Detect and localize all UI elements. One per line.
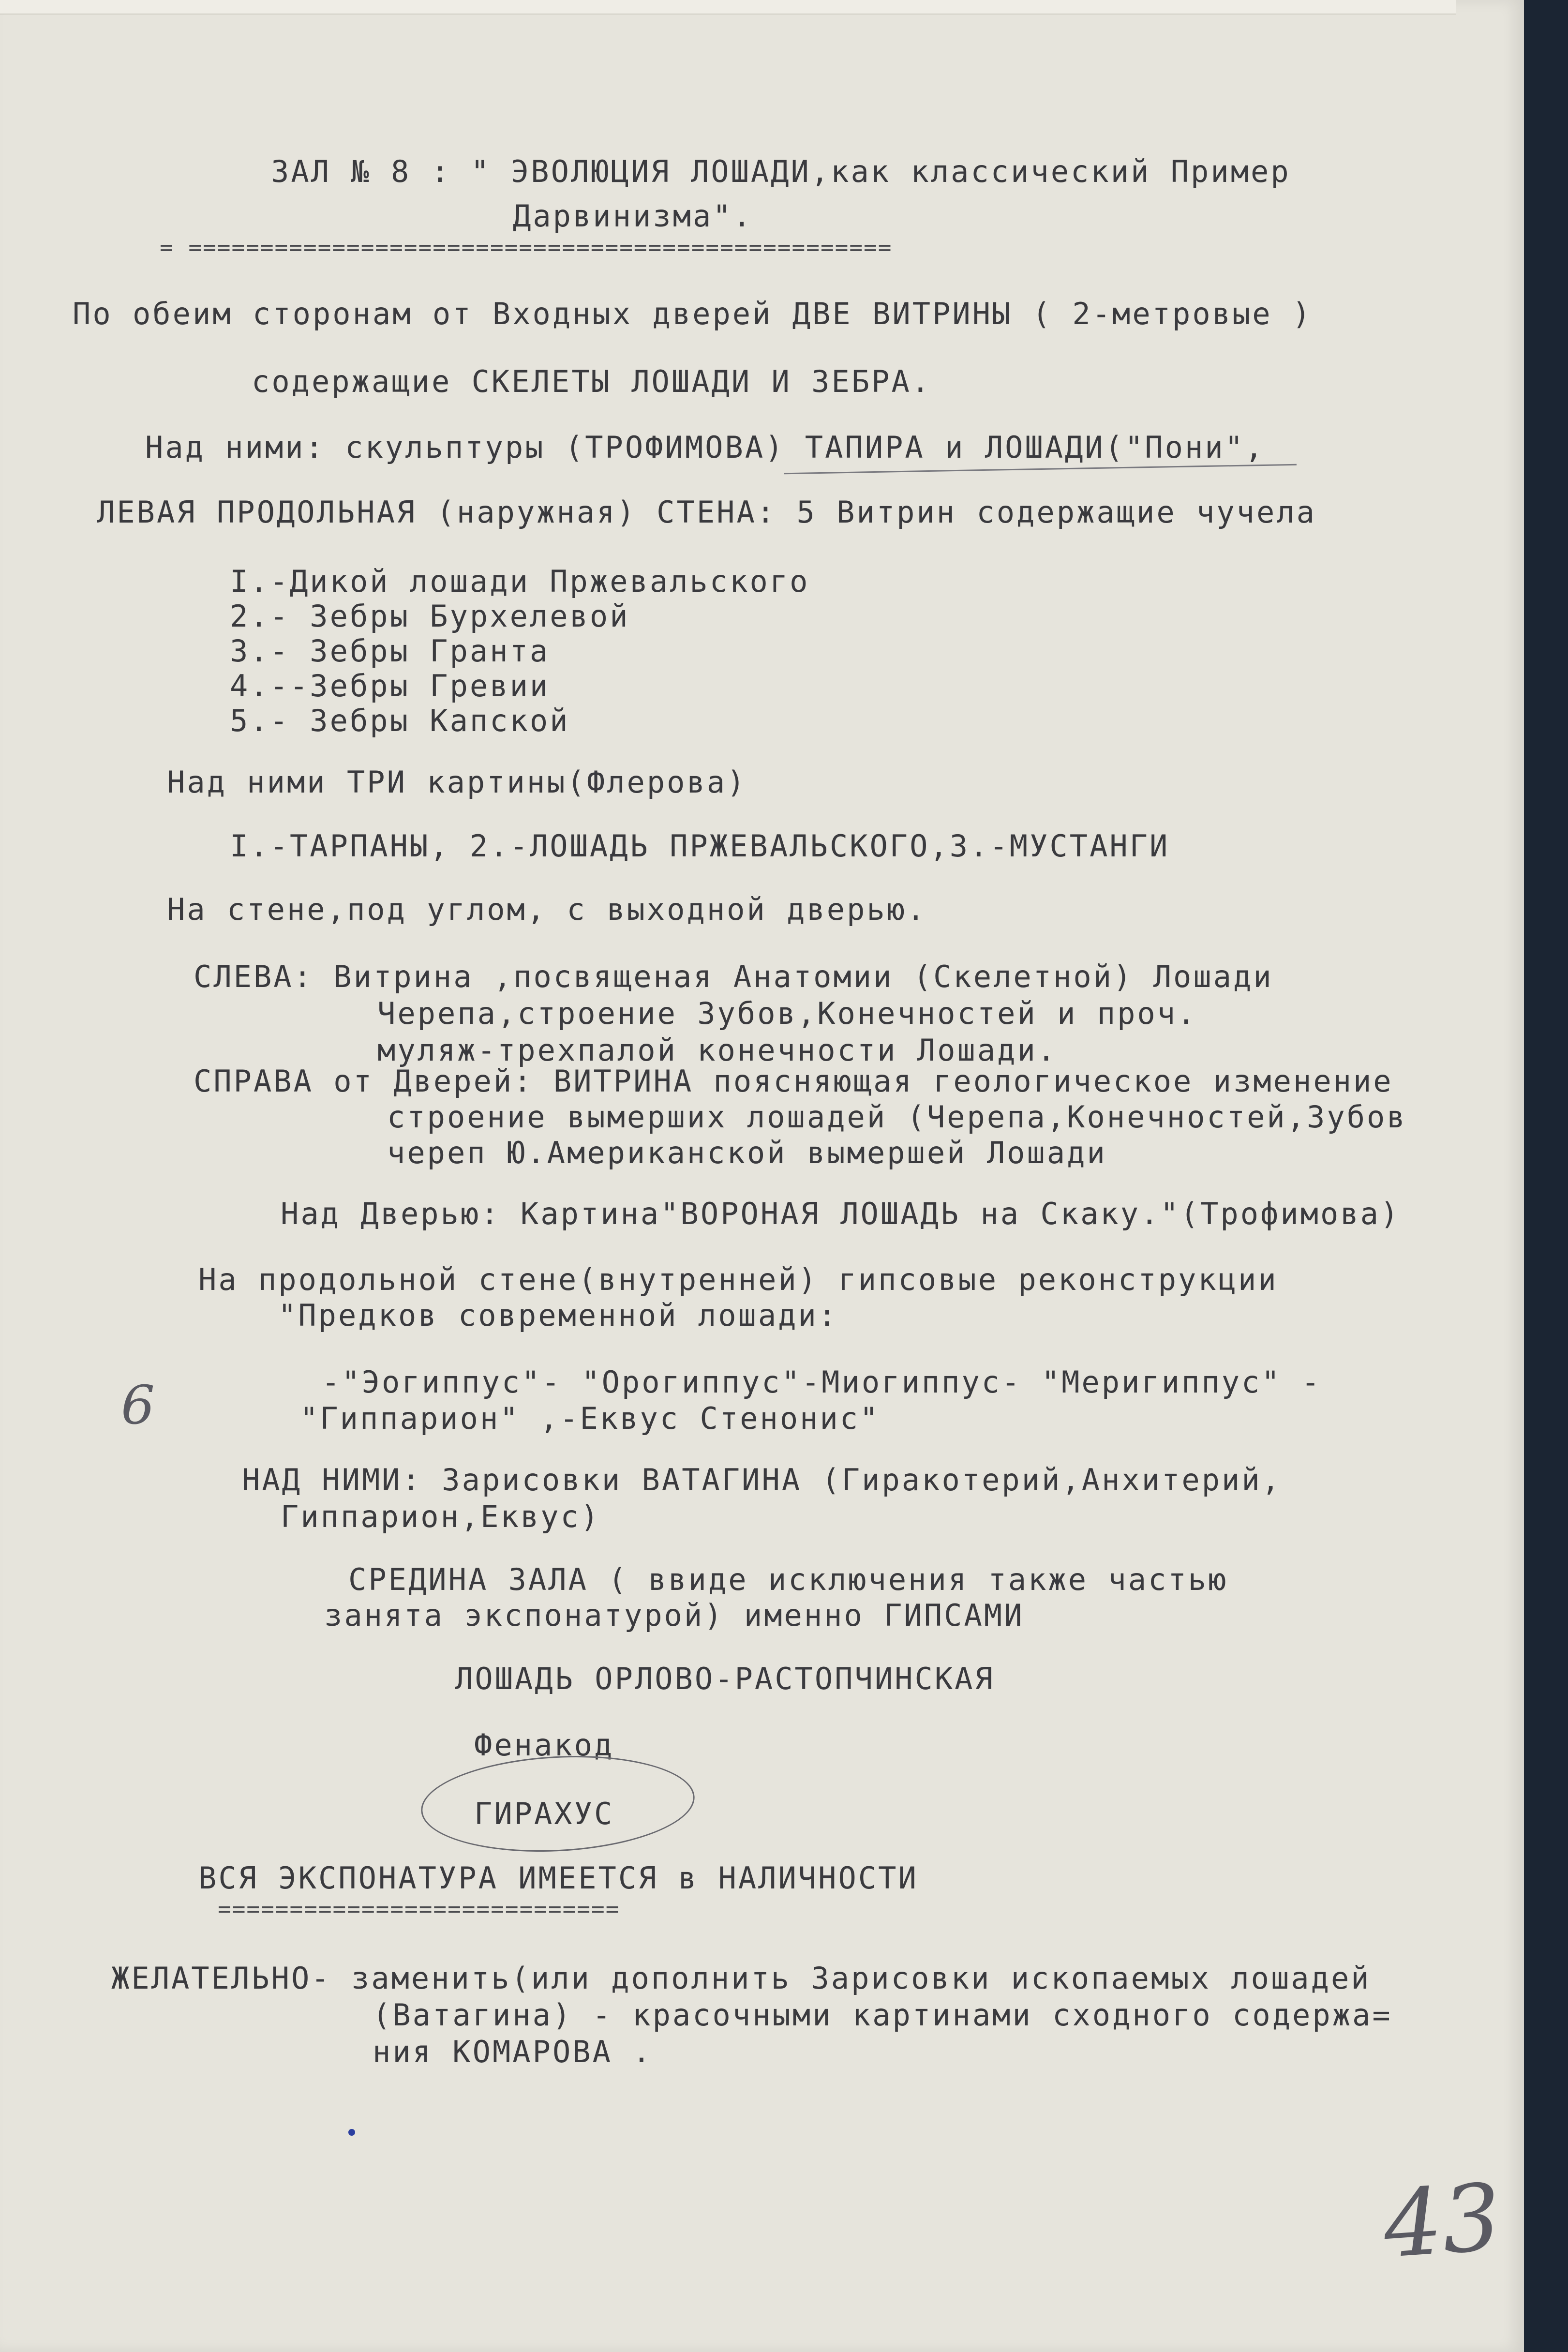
intro-line-1: По обеим сторонам от Входных дверей ДВЕ ВИТРИНЫ ( 2-метровые ) [73, 296, 1313, 331]
intro-line-2: содержащие СКЕЛЕТЫ ЛОШАДИ И ЗЕБРА. [252, 364, 932, 399]
margin-number: 6 [121, 1374, 155, 1436]
stuffed-item-5: 5.- Зебры Капской [230, 703, 570, 738]
exit-wall-left-2: Черепа,строение Зубов,Конечностей и проч. [377, 996, 1197, 1031]
exit-wall-right-2: строение вымерших лошадей (Черепа,Конечностей,Зубов [387, 1099, 1407, 1135]
title-line-2: Дарвинизма". [513, 198, 753, 234]
page-top-edge [0, 0, 1456, 15]
inner-wall-line-4: "Гиппарион" ,-Еквус Стенонис" [300, 1401, 880, 1436]
hall-center-line-4: Фенакод [474, 1727, 614, 1763]
title-underline: = ================================================= [160, 236, 893, 258]
stuffed-item-2: 2.- Зебры Бурхелевой [230, 599, 630, 634]
stuffed-item-3: 3.- Зебры Гранта [230, 633, 550, 669]
hall-center-line-3: ЛОШАДЬ ОРЛОВО-РАСТОПЧИНСКАЯ [455, 1661, 995, 1696]
exit-wall-left-3: муляж-трехпалой конечности Лошади. [377, 1033, 1058, 1068]
paintings-list: I.-ТАРПАНЫ, 2.-ЛОШАДЬ ПРЖЕВАЛЬСКОГО,3.-МУСТАНГИ [230, 828, 1170, 864]
exit-wall-right-1: СПРАВА от Дверей: ВИТРИНА поясняющая геологическое изменение [194, 1064, 1393, 1099]
paintings-heading: Над ними ТРИ картины(Флерова) [167, 764, 747, 800]
hall-center-line-1: СРЕДИНА ЗАЛА ( ввиде исключения также частью [348, 1562, 1228, 1597]
intro-line-3: Над ними: скульптуры (ТРОФИМОВА) ТАПИРА и ЛОШАДИ("Пони", [145, 430, 1265, 465]
ink-dot [348, 2129, 355, 2136]
background-strip [1524, 0, 1568, 2352]
title-line-1: ЗАЛ № 8 : " ЭВОЛЮЦИЯ ЛОШАДИ,как классический Пример [271, 154, 1291, 189]
exit-wall-right-3: череп Ю.Американской вымершей Лошади [387, 1135, 1107, 1170]
intro-line-4: ЛЕВАЯ ПРОДОЛЬНАЯ (наружная) СТЕНА: 5 Витрин содержащие чучела [97, 494, 1316, 530]
inner-wall-line-3: -"Эогиппус"- "Орогиппус"-Миогиппус- "Меригиппус" - [322, 1364, 1322, 1400]
desirable-line-2: (Ватагина) - красочными картинами сходного содержа= [373, 1997, 1392, 2033]
desirable-line-3: ния КОМАРОВА . [373, 2034, 653, 2069]
stuffed-item-1: I.-Дикой лошади Пржевальского [230, 564, 810, 599]
exit-wall-heading: На стене,под углом, с выходной дверью. [167, 892, 927, 927]
sketches-line-2: Гиппарион,Еквус) [281, 1499, 601, 1534]
stuffed-item-4: 4.--Зебры Гревии [230, 668, 550, 704]
hall-center-line-5: ГИРАХУС [474, 1796, 614, 1831]
hall-center-line-2: занята экспонатурой) именно ГИПСАМИ [324, 1598, 1024, 1633]
availability-line: ВСЯ ЭКСПОНАТУРА ИМЕЕТСЯ в НАЛИЧНОСТИ [198, 1860, 918, 1896]
inner-wall-line-2: "Предков современной лошади: [278, 1298, 838, 1333]
desirable-line-1: ЖЕЛАТЕЛЬНО- заменить(или дополнить Зарисовки ископаемых лошадей [111, 1961, 1371, 1996]
exit-wall-left-1: СЛЕВА: Витрина ,посвященая Анатомии (Скелетной) Лошади [194, 959, 1273, 994]
inner-wall-line-1: На продольной стене(внутренней) гипсовые реконструкции [198, 1262, 1278, 1297]
page-number: 43 [1380, 2163, 1505, 2279]
over-door-line: Над Дверью: Картина"ВОРОНАЯ ЛОШАДЬ на Скаку."(Трофимова) [281, 1196, 1401, 1231]
availability-underline: ============================ [218, 1898, 620, 1920]
sketches-line-1: НАД НИМИ: Зарисовки ВАТАГИНА (Гиракотерий,Анхитерий, [242, 1462, 1282, 1498]
